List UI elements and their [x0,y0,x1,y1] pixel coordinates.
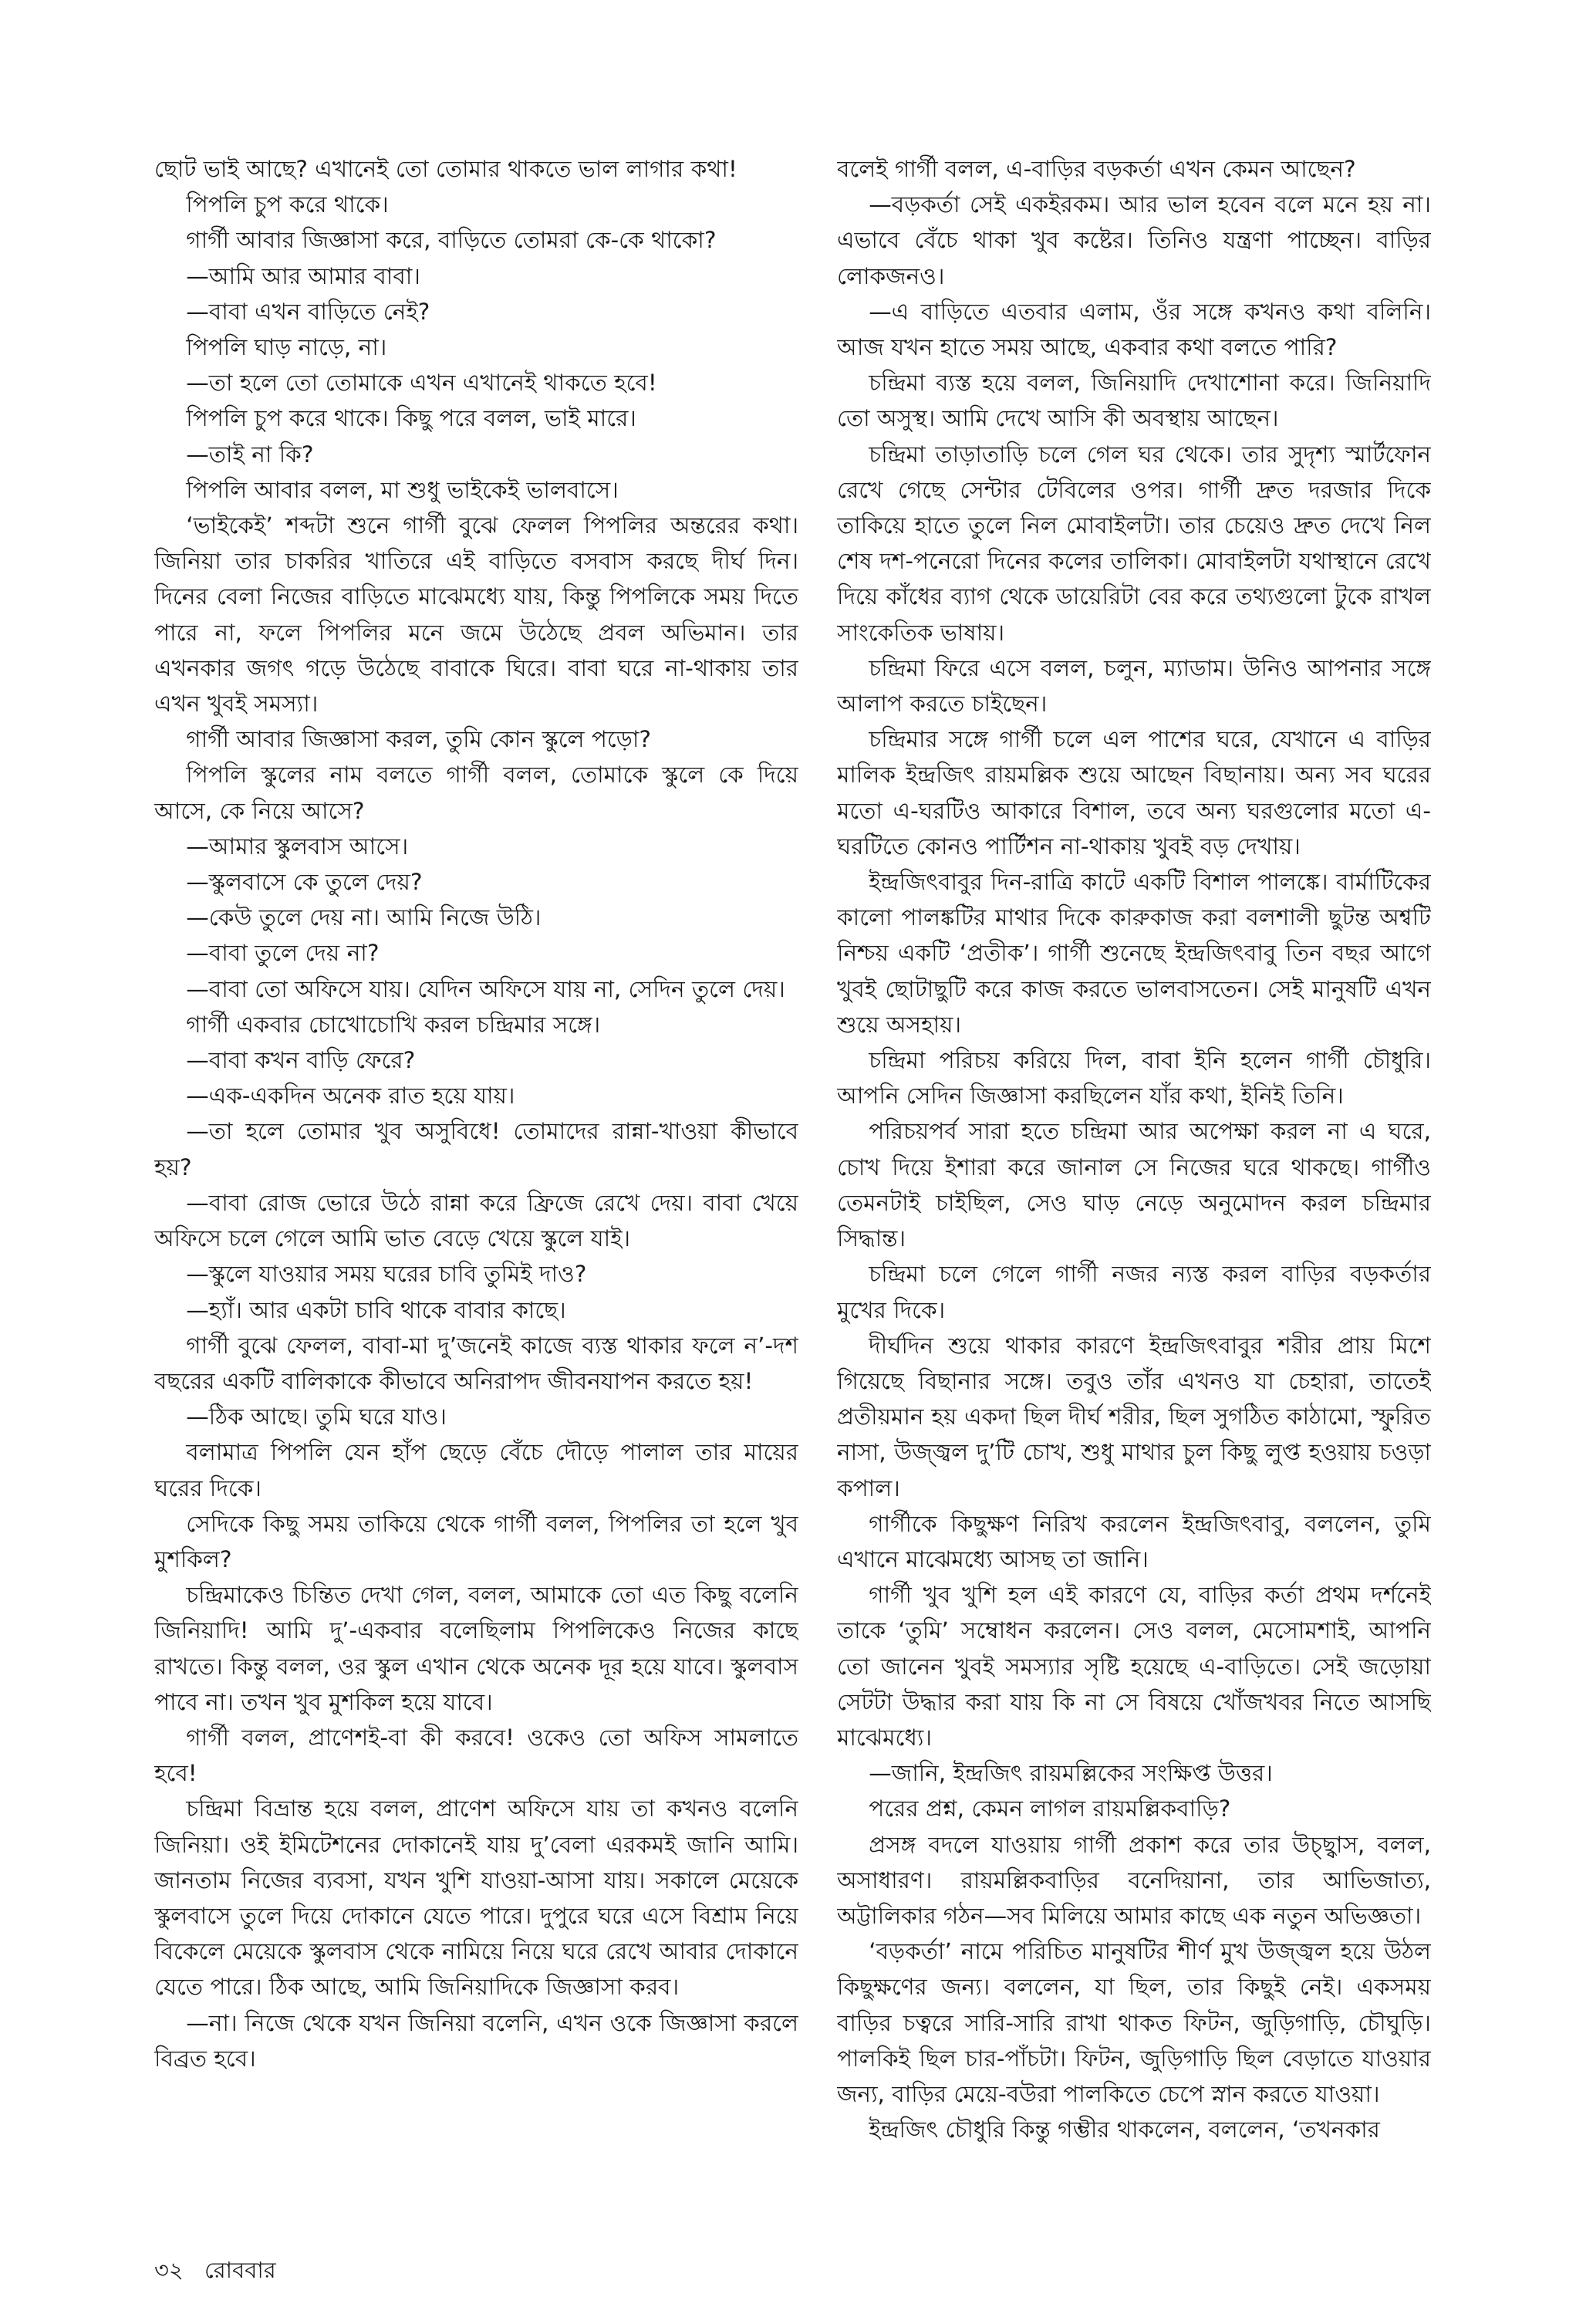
paragraph: গার্গীকে কিছুক্ষণ নিরিখ করলেন ইন্দ্রজিৎবাবু, বললেন, তুমি এখানে মাঝেমধ্যে আসছ তা জানি। [837,1510,1431,1572]
paragraph: চন্দ্রিমা ফিরে এসে বলল, চলুন, ম্যাডাম। উনিও আপনার সঙ্গে আলাপ করতে চাইছেন। [837,654,1431,718]
paragraph: —আমি আর আমার বাবা। [186,262,420,289]
left-text-column [154,151,798,2250]
paragraph: পরের প্রশ্ন, কেমন লাগল রায়মল্লিকবাড়ি? [869,1795,1231,1822]
paragraph: চন্দ্রিমা পরিচয় করিয়ে দিল, বাবা ইনি হলেন গার্গী চৌধুরি। আপনি সেদিন জিজ্ঞাসা করছিলেন যাঁর কথা, ইনিই তিনি। [837,1047,1431,1110]
paragraph: গার্গী খুব খুশি হল এই কারণে যে, বাড়ির কর্তা প্রথম দর্শনেই তাকে ‘তুমি’ সম্বোধন করলেন। সেও বলল, মেসোমশাই, আপনি তো জানেন খুবই সমস্যার সৃষ্টি হয়েছে এ-বাড়িতে। সেই জড়োয়া সেটটা উদ্ধার করা যায় কি না সে বিষয়ে খোঁজখবর নিতে আসছি মাঝেমধ্যে। [837,1582,1431,1751]
paragraph: —তা হলে তোমার খুব অসুবিধে! তোমাদের রান্না-খাওয়া কীভাবে হয়? [154,1118,798,1181]
paragraph: —বাবা তুলে দেয় না? [186,940,380,967]
paragraph: চন্দ্রিমা তাড়াতাড়ি চলে গেল ঘর থেকে। তার সুদৃশ্য স্মার্টফোন রেখে গেছে সেন্টার টেবিলের ওপর। গার্গী দ্রুত দরজার দিকে তাকিয়ে হাতে তুলে নিল মোবাইলটা। তার চেয়েও দ্রুত দেখে নিল শেষ দশ-পনেরো দিনের কলের তালিকা। মোবাইলটা যথাস্থানে রেখে দিয়ে কাঁধের ব্যাগ থেকে ডায়েরিটা বের করে তথ্যগুলো টুকে রাখল সাংকেতিক ভাষায়। [837,441,1431,646]
paragraph: —কেউ তুলে দেয় না। আমি নিজে উঠি। [186,904,542,931]
paragraph: চন্দ্রিমাকেও চিন্তিত দেখা গেল, বলল, আমাকে তো এত কিছু বলেনি জিনিয়াদি! আমি দু’-একবার বলেছিলাম পিপলিকেও নিজের কাছে রাখতে। কিন্তু বলল, ওর স্কুল এখান থেকে অনেক দূর হয়ে যাবে। স্কুলবাস পাবে না। তখন খুব মুশকিল হয়ে যাবে। [154,1582,798,1715]
paragraph: বলামাত্র পিপলি যেন হাঁপ ছেড়ে বেঁচে দৌড়ে পালাল তার মায়ের ঘরের দিকে। [154,1439,798,1501]
paragraph: —না। নিজে থেকে যখন জিনিয়া বলেনি, এখন ওকে জিজ্ঞাসা করলে বিব্রত হবে। [154,2009,798,2072]
paragraph: দীর্ঘদিন শুয়ে থাকার কারণে ইন্দ্রজিৎবাবুর শরীর প্রায় মিশে গিয়েছে বিছানার সঙ্গে। তবুও তাঁর এখনও যা চেহারা, তাতেই প্রতীয়মান হয় একদা ছিল দীর্ঘ শরীর, ছিল সুগঠিত কাঠামো, স্ফুরিত নাসা, উজ্জ্বল দু’টি চোখ, শুধু মাথার চুল কিছু লুপ্ত হওয়ায় চওড়া কপাল। [837,1332,1431,1501]
paragraph: গার্গী একবার চোখোচোখি করল চন্দ্রিমার সঙ্গে। [186,1011,601,1038]
paragraph: —বড়কর্তা সেই একইরকম। আর ভাল হবেন বলে মনে হয় না। এভাবে বেঁচে থাকা খুব কষ্টের। তিনিও যন্ত্রণা পাচ্ছেন। বাড়ির লোকজনও। [837,191,1431,289]
right-text-column [837,151,1431,2188]
paragraph: চন্দ্রিমার সঙ্গে গার্গী চলে এল পাশের ঘরে, যেখানে এ বাড়ির মালিক ইন্দ্রজিৎ রায়মল্লিক শুয়ে আছেন বিছানায়। অন্য সব ঘরের মতো এ-ঘরটিও আকারে বিশাল, তবে অন্য ঘরগুলোর মতো এ-ঘরটিতে কোনও পার্টিশন না-থাকায় খুবই বড় দেখায়। [837,726,1431,860]
paragraph: —বাবা এখন বাড়িতে নেই? [186,298,430,325]
paragraph: —ঠিক আছে। তুমি ঘরে যাও। [186,1404,447,1431]
paragraph: পিপলি চুপ করে থাকে। [186,191,389,218]
paragraph: পরিচয়পর্ব সারা হতে চন্দ্রিমা আর অপেক্ষা করল না এ ঘরে, চোখ দিয়ে ইশারা করে জানাল সে নিজের ঘরে থাকছে। গার্গীও তেমনটাই চাইছিল, সেও ঘাড় নেড়ে অনুমোদন করল চন্দ্রিমার সিদ্ধান্ত। [837,1118,1431,1252]
paragraph: পিপলি আবার বলল, মা শুধু ভাইকেই ভালবাসে। [186,476,619,503]
paragraph: বলেই গার্গী বলল, এ-বাড়ির বড়কর্তা এখন কেমন আছেন? [837,156,1356,182]
paragraph: —স্কুলে যাওয়ার সময় ঘরের চাবি তুমিই দাও? [186,1261,587,1288]
page-number: ৩২ [154,2257,184,2283]
paragraph: সেদিকে কিছু সময় তাকিয়ে থেকে গার্গী বলল, পিপলির তা হলে খুব মুশকিল? [154,1510,798,1572]
paragraph: —জানি, ইন্দ্রজিৎ রায়মল্লিকের সংক্ষিপ্ত উত্তর। [869,1760,1273,1787]
paragraph: —তা হলে তো তোমাকে এখন এখানেই থাকতে হবে! [186,370,657,397]
paragraph: পিপলি ঘাড় নাড়ে, না। [186,334,387,361]
paragraph: চন্দ্রিমা চলে গেলে গার্গী নজর ন্যস্ত করল বাড়ির বড়কর্তার মুখের দিকে। [837,1261,1431,1323]
paragraph: —এ বাড়িতে এতবার এলাম, ওঁর সঙ্গে কখনও কথা বলিনি। আজ যখন হাতে সময় আছে, একবার কথা বলতে পারি? [837,298,1431,361]
paragraph: ‘বড়কর্তা’ নামে পরিচিত মানুষটির শীর্ণ মুখ উজ্জ্বল হয়ে উঠল কিছুক্ষণের জন্য। বললেন, যা ছিল, তার কিছুই নেই। একসময় বাড়ির চত্বরে সারি-সারি রাখা থাকত ফিটন, জুড়িগাড়ি, চৌঘুড়ি। পালকিই ছিল চার-পাঁচটা। ফিটন, জুড়িগাড়ি ছিল বেড়াতে যাওয়ার জন্য, বাড়ির মেয়ে-বউরা পালকিতে চেপে স্নান করতে যাওয়া। [837,1938,1431,2107]
paragraph: গার্গী বলল, প্রাণেশই-বা কী করবে! ওকেও তো অফিস সামলাতে হবে! [154,1724,798,1787]
paragraph: চন্দ্রিমা বিভ্রান্ত হয়ে বলল, প্রাণেশ অফিসে যায় তা কখনও বলেনি জিনিয়া। ওই ইমিটেশনের দোকানেই যায় দু’বেলা এরকমই জানি আমি। জানতাম নিজের ব্যবসা, যখন খুশি যাওয়া-আসা যায়। সকালে মেয়েকে স্কুলবাসে তুলে দিয়ে দোকানে যেতে পারে। দুপুরে ঘরে এসে বিশ্রাম নিয়ে বিকেলে মেয়েকে স্কুলবাস থেকে নামিয়ে নিয়ে ঘরে রেখে আবার দোকানে যেতে পারে। ঠিক আছে, আমি জিনিয়াদিকে জিজ্ঞাসা করব। [154,1795,798,2001]
paragraph: —বাবা রোজ ভোরে উঠে রান্না করে ফ্রিজে রেখে দেয়। বাবা খেয়ে অফিসে চলে গেলে আমি ভাত বেড়ে খেয়ে স্কুলে যাই। [154,1189,798,1252]
paragraph: —আমার স্কুলবাস আসে। [186,833,409,860]
paragraph: প্রসঙ্গ বদলে যাওয়ায় গার্গী প্রকাশ করে তার উচ্ছ্বাস, বলল, অসাধারণ। রায়মল্লিকবাড়ির বনেদিয়ানা, তার আভিজাত্য, অট্টালিকার গঠন—সব মিলিয়ে আমার কাছে এক নতুন অভিজ্ঞতা। [837,1831,1431,1929]
magazine-name: রোববার [204,2257,276,2283]
paragraph: —বাবা কখন বাড়ি ফেরে? [186,1047,416,1074]
paragraph: পিপলি চুপ করে থাকে। কিছু পরে বলল, ভাই মারে। [186,405,636,432]
paragraph: —এক-একদিন অনেক রাত হয়ে যায়। [186,1083,515,1110]
paragraph: —তাই না কি? [186,441,314,468]
paragraph: ইন্দ্রজিৎ চৌধুরি কিন্তু গম্ভীর থাকলেন, বললেন, ‘তখনকার [869,2116,1380,2143]
paragraph: চন্দ্রিমা ব্যস্ত হয়ে বলল, জিনিয়াদি দেখাশোনা করে। জিনিয়াদি তো অসুস্থ। আমি দেখে আসি কী অবস্থায় আছেন। [837,370,1431,432]
paragraph: —বাবা তো অফিসে যায়। যেদিন অফিসে যায় না, সেদিন তুলে দেয়। [186,975,785,1002]
paragraph: গার্গী বুঝে ফেলল, বাবা-মা দু’জনেই কাজে ব্যস্ত থাকার ফলে ন’-দশ বছরের একটি বালিকাকে কীভাবে অনিরাপদ জীবনযাপন করতে হয়! [154,1332,798,1394]
paragraph: গার্গী আবার জিজ্ঞাসা করে, বাড়িতে তোমরা কে-কে থাকো? [186,227,717,254]
paragraph: ইন্দ্রজিৎবাবুর দিন-রাত্রি কাটে একটি বিশাল পালঙ্কে। বার্মাটিকের কালো পালঙ্কটির মাথার দিকে কারুকাজ করা বলশালী ছুটন্ত অশ্বটি নিশ্চয় একটি ‘প্রতীক’। গার্গী শুনেছে ইন্দ্রজিৎবাবু তিন বছর আগে খুবই ছোটাছুটি করে কাজ করতে ভালবাসতেন। সেই মানুষটি এখন শুয়ে অসহায়। [837,869,1431,1038]
paragraph: ছোট ভাই আছে? এখানেই তো তোমার থাকতে ভাল লাগার কথা! [154,156,737,182]
page-footer [154,2255,290,2285]
paragraph: —হ্যাঁ। আর একটা চাবি থাকে বাবার কাছে। [186,1296,566,1323]
paragraph: —স্কুলবাসে কে তুলে দেয়? [186,869,423,896]
paragraph: পিপলি স্কুলের নাম বলতে গার্গী বলল, তোমাকে স্কুলে কে দিয়ে আসে, কে নিয়ে আসে? [154,762,798,824]
paragraph: গার্গী আবার জিজ্ঞাসা করল, তুমি কোন স্কুলে পড়ো? [186,726,652,753]
paragraph: ‘ভাইকেই’ শব্দটা শুনে গার্গী বুঝে ফেলল পিপলির অন্তরের কথা। জিনিয়া তার চাকরির খাতিরে এই বাড়িতে বসবাস করছে দীর্ঘ দিন। দিনের বেলা নিজের বাড়িতে মাঝেমধ্যে যায়, কিন্তু পিপলিকে সময় দিতে পারে না, ফলে পিপলির মনে জমে উঠেছে প্রবল অভিমান। তার এখনকার জগৎ গড়ে উঠেছে বাবাকে ঘিরে। বাবা ঘরে না-থাকায় তার এখন খুবই সমস্যা। [154,512,798,718]
